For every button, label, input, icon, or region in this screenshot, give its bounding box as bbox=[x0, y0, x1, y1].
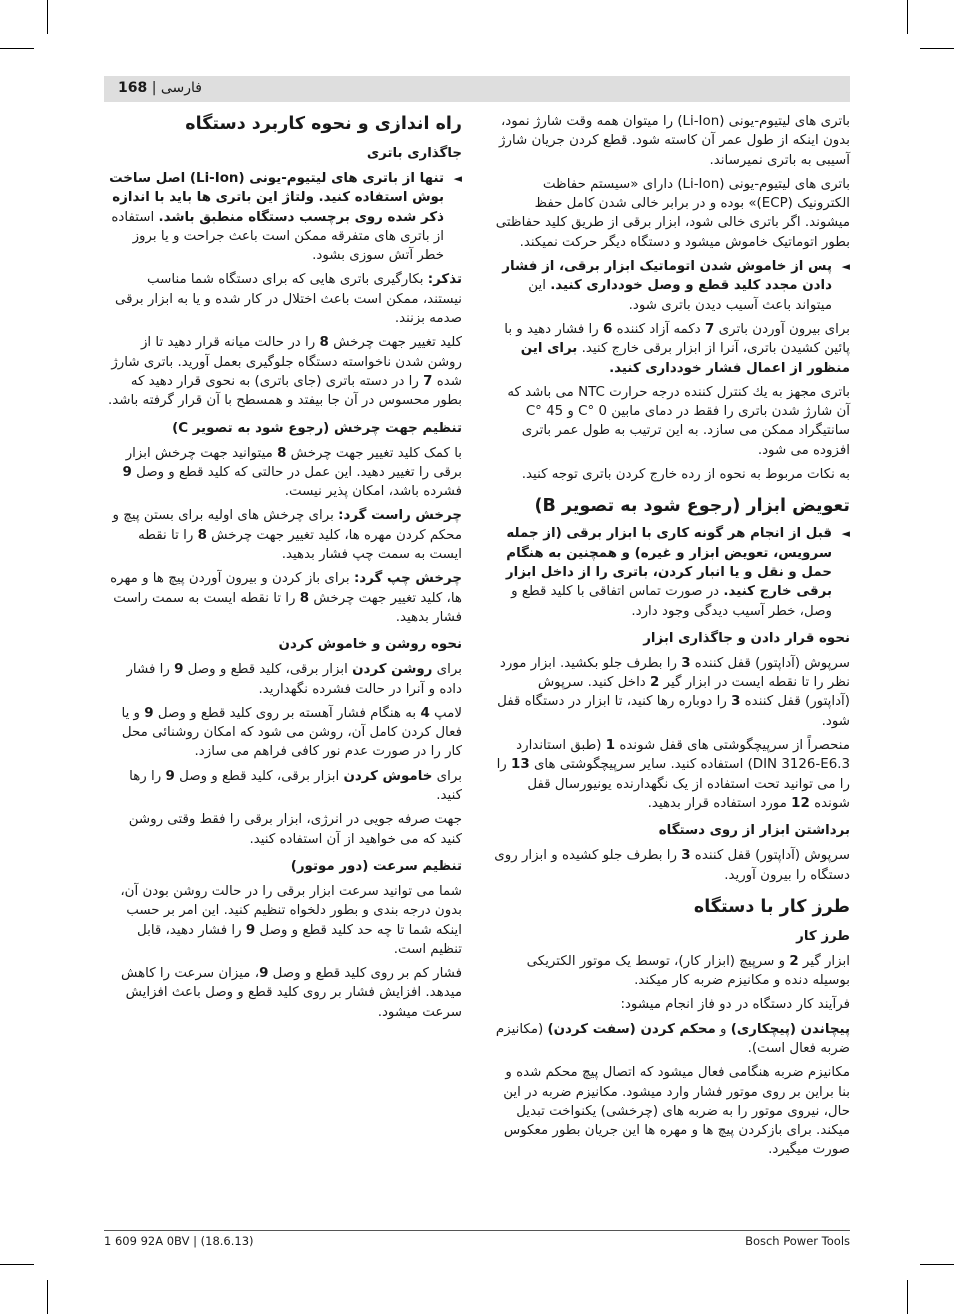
section-heading: تعویض ابزار (رجوع شود به تصویر B) bbox=[534, 496, 850, 517]
paragraph: به نکات مربوط به نحوه از رده خارج کردن باتری توجه کنید. bbox=[521, 467, 850, 483]
bullet-bold-text: قبل از انجام هر گونه کاری با ابزار برقی (از جمله سرویس، تعویض ابزار و غیره) و همچنین به هنگام حمل و نقل و یا انبار کردن، باتری را از داخل ابزار برقی خارج کنید. bbox=[505, 526, 832, 600]
paragraph: با کمک کلید تغییر جهت چرخش 8 میتوانید جهت چرخش ابزار برقی را تغییر دهید. این عمل در حالتی که کلید قطع و وصل 9 فشرده باشد، امکان پذیر نیست. bbox=[122, 445, 462, 500]
paragraph: برای خاموش کردن ابزار برقی، کلید قطع و وصل 9 را رها کنید. bbox=[129, 768, 462, 804]
crop-mark bbox=[920, 1264, 954, 1265]
crop-mark bbox=[47, 1280, 48, 1314]
paragraph: فشار کم بر روی کلید قطع و وصل 9، میزان سرعت را کاهش میدهد. افزایش فشار بر روی کلید قطع و وصل باعث افزایش سرعت میشود. bbox=[121, 966, 462, 1020]
paragraph: سرپوش (آداپتور) قفل کننده 3 را بطرف جلو کشیده و ابزار روی دستگاه را بیرون آورید. bbox=[494, 848, 850, 883]
paragraph: برای بیرون آوردن باتری 7 دکمه آزاد کننده 6 را فشار دهید و با پائین کشیدن باتری، آنرا از ابزار برقی خارج کنید. برای این منظور از اعمال فشار خودداری کنید. bbox=[504, 321, 850, 376]
paragraph: باتری های لیتیوم-یونی (Li-Ion) را میتوان همه وقت شارژ نمود، بدون اینکه از طول عمر آن کاسته شود. قطع کردن جریان شارژ آسیبی به باتری نمیرساند. bbox=[499, 114, 850, 168]
paragraph: کلید تغییر جهت چرخش 8 را در حالت میانه قرار دهید تا از روشن شدن ناخواسته دستگاه جلوگیری بعمل آورید. باتری شارژ شده 7 را در دسته باتری (جای باتری) به نحوی قرار دهید که بطور محسوس در آن جا بیفتد و همسطح با آن قرار گرفته باشد. bbox=[107, 335, 462, 409]
subsection-heading: برداشتن ابزار از روی دستگاه bbox=[658, 823, 850, 839]
section-heading: طرز کار با دستگاه bbox=[693, 896, 850, 917]
paragraph: لامپ 4 به هنگام فشار آهسته بر روی کلید قطع و وصل 9 و یا فعال کردن کامل آن، روشن می شود که امکان روشنائی محل کار را در صورت عدم نور کافی فراهم می سازد. bbox=[121, 705, 462, 760]
left-column bbox=[104, 112, 462, 1027]
subsection-heading: نحوه روشن و خاموش کردن bbox=[278, 637, 462, 653]
crop-mark bbox=[0, 1264, 34, 1265]
page-header-label bbox=[118, 80, 202, 96]
subsection-heading: طرز کار bbox=[796, 928, 850, 944]
paragraph: تذکر: بکارگیری باتری هایی که برای دستگاه شما مناسب نیستند، ممکن است باعث اختلال در کار شده و یا به ابزار برقی صدمه بزنند. bbox=[114, 272, 462, 327]
paragraph: مکانیزم ضربه هنگامی فعال میشود که اتصال پیچ محکم شده و بنا براین بر روی موتور فشار وارد میشود. مکانیزم ضربه در این حال، نیروی موتور را به ضربه های (چرخشی) یکنواخت تبدیل میکند. برای بازکردن پیچ ها و مهره ها این جریان بطور معکوس صورت میگیرد. bbox=[503, 1065, 850, 1158]
paragraph: باتری های لیتیوم-یونی (Li-Ion) دارای «سیستم حفاظت الکترونیک (ECP)» بوده و در برابر خالی شدن کامل حفظ میشوند. اگر باتری خالی شود، ابزار برقی از طریق کلید حفاظتی بطور اتوماتیک خاموش میشود و دستگاه دیگر حرکت نمیکند. bbox=[495, 176, 850, 250]
bullet-text: این میتواند باعث آسیب دیدن باتری شود. bbox=[528, 278, 832, 313]
crop-mark bbox=[907, 1280, 908, 1314]
header-separator: | bbox=[151, 80, 157, 96]
paragraph: برای روشن کردن ابزار برقی، کلید قطع و وصل 9 را فشار داده و آنرا در حالت فشرده نگهدارید. bbox=[126, 662, 462, 697]
subsection-heading: تنظیم سرعت (دور موتور) bbox=[290, 858, 462, 874]
paragraph: باتری مجهز به يك كنترل كننده درجه حرارت NTC می باشد که آن شارژ شدن باتری را فقط در دمای مابین 0 °C و 45 °C سانتیگراد ممکن می سازد. به این ترتیب به طول عمر باتری افزوده می شود. bbox=[507, 384, 850, 458]
subsection-heading: نحوه قرار دادن و جاگذاری ابزار bbox=[643, 630, 850, 646]
bullet-bold-text: پس از خاموش شدن اتوماتیک ابزار برقی، از فشار دادن مجدد کلید قطع و وصل خودداری کنید. bbox=[502, 259, 832, 294]
paragraph: ابزار گیر 2 و سرپیچ (ابزار کار)، توسط یک موتور الکتریکی بوسیله دنده و مکانیزم ضربه کار میکند. bbox=[526, 953, 850, 989]
header-language: فارسی bbox=[160, 80, 202, 96]
page-footer bbox=[104, 1230, 850, 1248]
right-column bbox=[490, 112, 850, 1165]
crop-mark bbox=[907, 0, 908, 34]
paragraph: چرخش راست گرد: برای چرخش های اولیه برای بستن پیچ و محکم کردن مهره ها، کلید تغییر جهت چرخش 8 را تا نقطه ایست به سمت چپ فشار بدهید. bbox=[112, 508, 462, 563]
paragraph: چرخش چپ گرد: برای باز کردن و بیرون آوردن پیچ ها و مهره ها، کلید تغییر جهت چرخش 8 را تا نقطه ایست به سمت راست فشار بدهید. bbox=[110, 571, 462, 625]
footer-doc-id: 1 609 92A 0BV | (18.6.13) bbox=[104, 1234, 254, 1248]
safety-bullet bbox=[490, 524, 850, 620]
page-number: 168 bbox=[118, 80, 148, 96]
paragraph: شما می توانید سرعت ابزار برقی را در حالت روشن بودن آن، بدون درجه بندی و بطور دلخواه تنظیم کنید. این امر بر حسب اینکه شما تا چه حد کلید قطع و وصل 9 را فشار دهید، قابل تنظیم است. bbox=[120, 883, 462, 957]
triangle-bullet-icon: ◄ bbox=[841, 260, 850, 274]
safety-bullet bbox=[490, 257, 850, 315]
bullet-text: در صورت تماس اتفاقی با کلید قطع و وصل، خطر آسیب دیدگی وجود دارد. bbox=[511, 584, 832, 619]
crop-mark bbox=[47, 0, 48, 34]
paragraph: منحصراً از سرپیچگوشتی های قفل شونده 1 (طبق استاندارد DIN 3126-E6.3) استفاده کنید. سایر سرپیچگوشتی های 13 را را می توانید تحت استفاده از یک نگهدارنده یونیورسال قفل شونده 12 مورد استفاده قرار بدهید. bbox=[496, 738, 850, 811]
crop-mark bbox=[920, 48, 954, 49]
paragraph: فرآیند کار دستگاه در دو فاز انجام میشود: bbox=[620, 997, 850, 1013]
section-heading: راه اندازی و نحوه کاربرد دستگاه bbox=[185, 114, 462, 134]
safety-bullet bbox=[104, 169, 462, 265]
paragraph: پیچاندن (پیچکاری) و محکم کردن (سفت کردن) (مکانیزم ضربه فعال است). bbox=[495, 1021, 850, 1056]
paragraph: سرپوش (آداپتور) قفل کننده 3 را بطرف جلو بکشید. ابزار مورد نظر را تا نقطه ایست در ابزار گیر 2 داخل کنید. سرپوش (آداپتور) قفل کننده 3 را دوباره رها کنید، تا ابزار در دستگاه قفل شود. bbox=[497, 655, 850, 729]
subsection-heading: تنظیم جهت چرخش (رجوع شود به تصویر C) bbox=[172, 420, 462, 436]
crop-mark bbox=[0, 48, 34, 49]
footer-brand: Bosch Power Tools bbox=[745, 1234, 850, 1248]
bullet-text: استفاده از باتری های متفرقه ممکن است باعث جراحت و یا بروز خطر آتش سوزی بشود. bbox=[111, 209, 444, 264]
subsection-heading: جاگذاری باتری bbox=[366, 146, 462, 161]
page-header bbox=[104, 76, 850, 102]
triangle-bullet-icon: ◄ bbox=[453, 172, 462, 185]
triangle-bullet-icon: ◄ bbox=[841, 527, 850, 541]
bullet-bold-text: تنها از باتری های لیتیوم-یونی (Li-Ion) اصل ساخت بوش استفاده کنید. ولتاژ این باتری ها باید با اندازه ذکر شده روی برچسب دستگاه منطبق باشد. bbox=[109, 171, 444, 225]
paragraph: جهت صرفه جویی در انرژی، ابزار برقی را فقط وقتی روشن کنید که می خواهید از آن استفاده کنید. bbox=[128, 812, 462, 847]
